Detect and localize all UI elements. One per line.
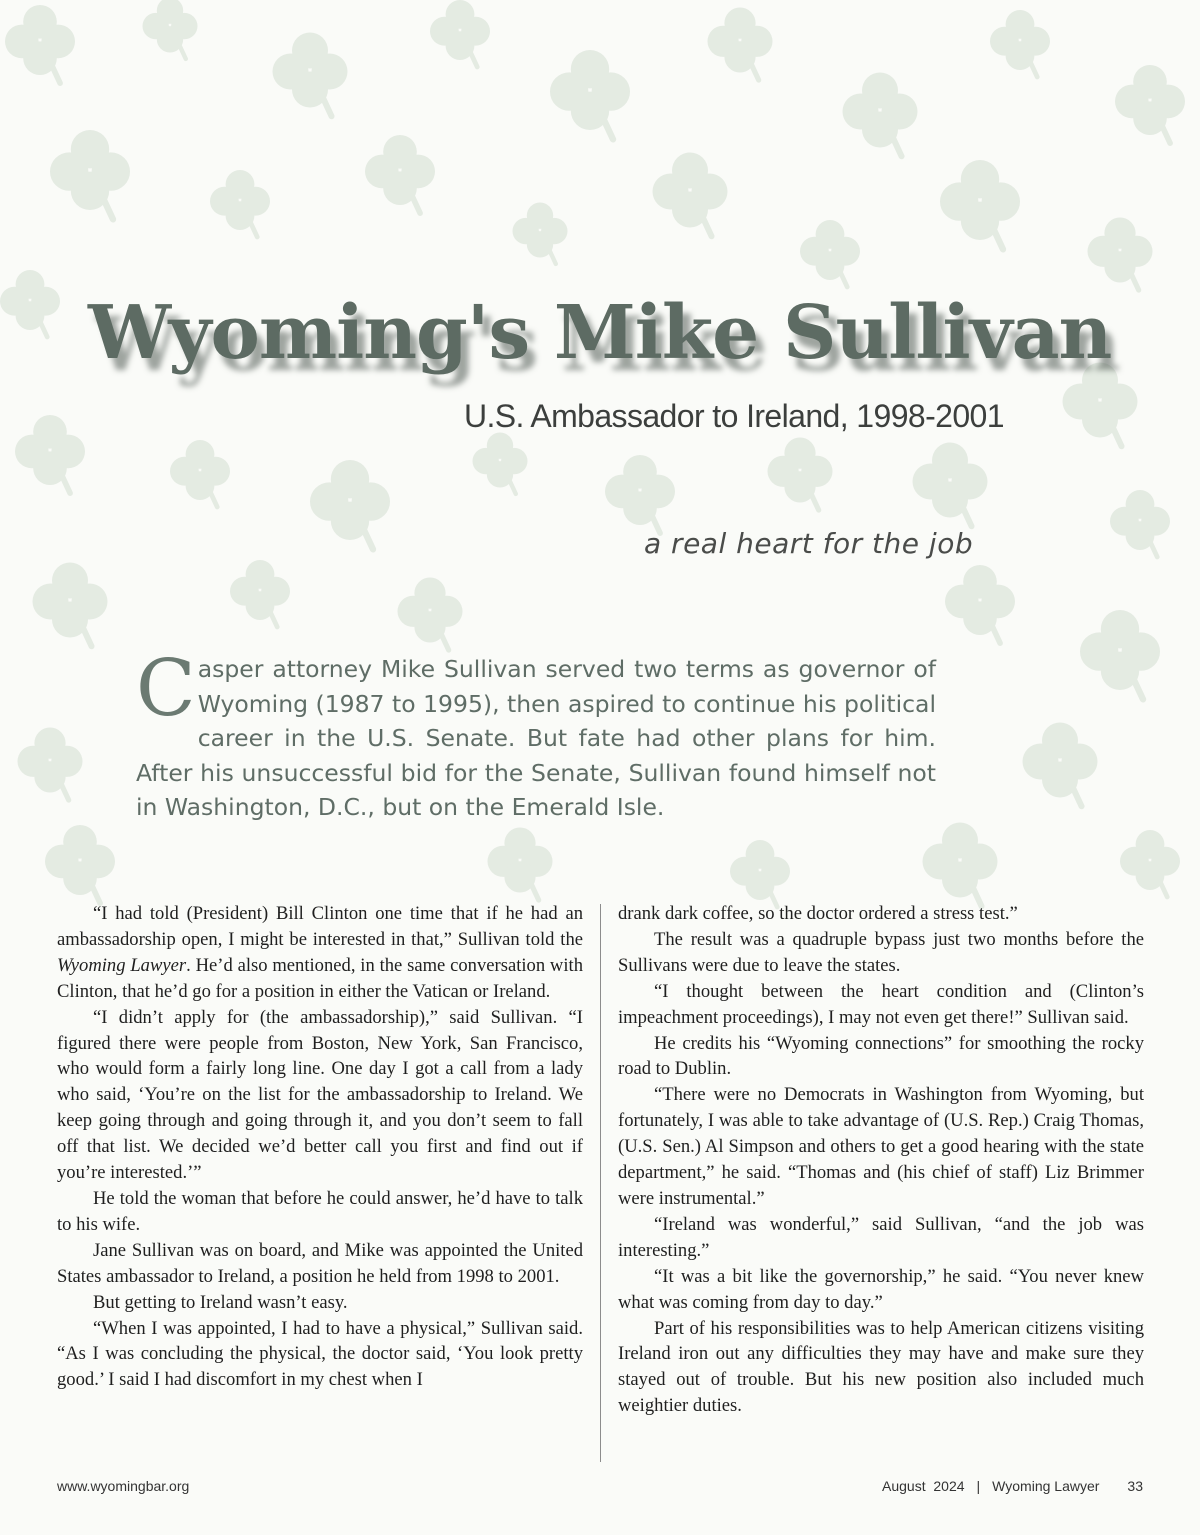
paragraph: Part of his responsibilities was to help American citizens visiting Ireland iron out any difficulties they may have and make sure they stayed out of trouble. But his new position also included much weightier duties. — [618, 1317, 1144, 1417]
drop-cap: C — [136, 644, 196, 734]
paragraph: “I thought between the heart condition and (Clinton’s impeachment proceedings), I may not even get there!” Sullivan said. — [618, 980, 1144, 1028]
footer-separator: | — [976, 1478, 981, 1494]
paragraph: He told the woman that before he could answer, he’d have to talk to his wife. — [57, 1187, 583, 1235]
paragraph: “It was a bit like the governorship,” he said. “You never knew what was coming from day to day.” — [618, 1265, 1144, 1313]
paragraph: But getting to Ireland wasn’t easy. — [93, 1291, 348, 1313]
lede-paragraph — [136, 644, 936, 825]
article-tagline: a real heart for the job — [644, 527, 974, 560]
article-subtitle: U.S. Ambassador to Ireland, 1998-2001 — [464, 398, 1004, 434]
paragraph: “There were no Democrats in Washington from Wyoming, but fortunately, I was able to take advantage of (U.S. Rep.) Craig Thomas, (U.S. Sen.) Al Simpson and others to get a good hearing with the state department,” he said. “Thomas and (his chief of staff) Liz Brimmer were instrumental.” — [618, 1084, 1144, 1209]
lede-text: asper attorney Mike Sullivan served two terms as governor of Wyoming (1987 to 1995), then aspired to continue his political career in the U.S. Senate. But fate had other plans for him. After his unsuccessful bid for the Senate, Sullivan found himself not in Washington, D.C., but on the Emerald Isle. — [136, 655, 936, 821]
paragraph-text: . He’d also mentioned, in the same conversation with Clinton, that he’d go for a position in either the Vatican or Ireland. — [57, 954, 583, 1002]
footer-issue-date: August 2024 — [882, 1478, 965, 1494]
footer-issue-info — [882, 1478, 1143, 1494]
body-column-right — [618, 901, 1144, 1419]
column-divider — [600, 904, 601, 1462]
paragraph: “When I was appointed, I had to have a physical,” Sullivan said. “As I was concluding the physical, the doctor said, ‘You look pretty good.’ I said I had discomfort in my chest when I — [57, 1317, 583, 1391]
footer-website-link[interactable]: www.wyomingbar.org — [57, 1478, 190, 1494]
paragraph-text: “I had told (President) Bill Clinton one time that if he had an ambassadorship open, I might be interested in that,” Sullivan told the — [57, 903, 583, 950]
page-number: 33 — [1127, 1478, 1143, 1494]
paragraph: drank dark coffee, so the doctor ordered a stress test.” — [618, 903, 1018, 924]
paragraph: The result was a quadruple bypass just two months before the Sullivans were due to leave the states. — [618, 928, 1144, 976]
paragraph — [57, 901, 583, 1005]
paragraph: He credits his “Wyoming connections” for smoothing the rocky road to Dublin. — [618, 1032, 1144, 1080]
body-column-left — [57, 901, 583, 1393]
publication-name: Wyoming Lawyer — [57, 954, 187, 976]
paragraph: “Ireland was wonderful,” said Sullivan, “and the job was interesting.” — [618, 1213, 1144, 1261]
paragraph: Jane Sullivan was on board, and Mike was appointed the United States ambassador to Ireland, a position he held from 1998 to 2001. — [57, 1239, 583, 1287]
paragraph: “I didn’t apply for (the ambassadorship),” said Sullivan. “I figured there were people from Boston, New York, San Francisco, who would form a fairly long line. One day I got a call from a lady who said, ‘You’re on the list for the ambassadorship to Ireland. We keep going through and going through it, and you don’t seem to fall off that list. We decided we’d better call you first and find out if you’re interested.’” — [57, 1006, 583, 1184]
article-title: Wyoming's Mike Sullivan — [88, 290, 1112, 376]
footer-publication: Wyoming Lawyer — [992, 1478, 1100, 1494]
